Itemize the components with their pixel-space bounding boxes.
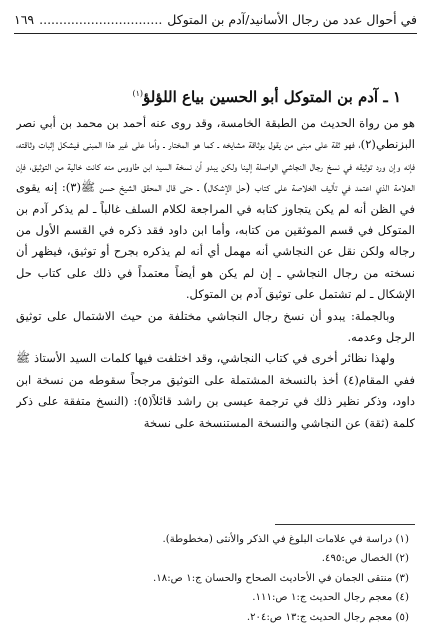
header-dots: ...............................	[39, 11, 163, 27]
running-title: في أحوال عدد من رجال الأسانيد/آدم بن المتوكل	[167, 11, 417, 27]
footnote: (٥) معجم رجال الحديث ج:١٣ ص:٢٠٤.	[246, 611, 409, 623]
page-number: ١٦٩	[14, 11, 35, 27]
main-text	[16, 113, 415, 497]
paragraph: هو من رواة الحديث من الطبقة الخامسة، وقد روى عنه أحمد بن محمد بن أبي نصر البزنطي(٢)، فهو ثقة على مبنى من يقول بوثاقة مشايخه ـ كما هو المختار ـ وأما على غير هذا المبنى فيشكل إثبات وثاقته، فإنه وإن ورد توثيقه في نسخ رجال النجاشي الواصلة إلينا ولكن يبدو أن نسخة السيد ابن طاووس منه كانت خالية من التوثيق، فإن العلامة الذي اعتمد في تأليف الخلاصة على كتاب (حل الإشكال) ـ حتى قال المحقق الشيخ حسن ﷺ(٣): إنه يقوى في الظن أنه لم يكن يتجاوز كتابه في المراجعة لكلام السلف غالباً ـ لم يذكر آدم بن المتوكل في قسم الموثقين من كتابه، وأما ابن داود فقد ذكره في القسم الأول من رجاله ولكن نقل عن النجاشي أنه مهمل أي أنه لم يذكره بجرح أو توثيق، فيظهر أن نسخته من رجال النجاشي ـ إن لم يكن هو أيضاً معتمداً في ذلك على كتاب حل الإشكال ـ لم تشتمل على توثيق آدم بن المتوكل.	[16, 116, 415, 302]
paragraph: وبالجملة: يبدو أن نسخ رجال النجاشي مختلفة من حيث الاشتمال على توثيق الرجل وعدمه.	[16, 308, 415, 345]
footnote: (٤) معجم رجال الحديث ج:١ ص:١١١.	[252, 592, 409, 604]
section-title-text: ١ ـ آدم بن المتوكل أبو الحسين بياع اللؤلؤ	[143, 88, 401, 106]
paragraph: ولهذا نظائر أخرى في كتاب النجاشي، وقد اختلفت فيها كلمات السيد الأستاذ ﷺ ففي المقام(٤) أخذ بالنسخة المشتملة على التوثيق مرجحاً سقوطه من نسخة ابن داود، وذكر نظير ذلك في ترجمة عيسى بن راشد قائلاً(٥): (النسخ متفقة على ذكر كلمة (ثقة) عن النجاشي والنسخة المستنسخة على نسخة	[16, 351, 415, 430]
footnote: (٢) الخصال ص:٤٩٥.	[321, 553, 409, 565]
footnote: (٣) منتقى الجمان في الأحاديث الصحاح والحسان ج:١ ص:١٨.	[153, 572, 409, 584]
running-header	[14, 8, 417, 34]
title-footnote-marker: (١)	[132, 89, 144, 98]
section-title	[132, 88, 401, 106]
footnote: (١) دراسة في علامات البلوغ في الذكر والأنثى (مخطوطة).	[162, 534, 409, 545]
footnote-separator	[275, 524, 415, 525]
footnotes	[16, 530, 409, 627]
